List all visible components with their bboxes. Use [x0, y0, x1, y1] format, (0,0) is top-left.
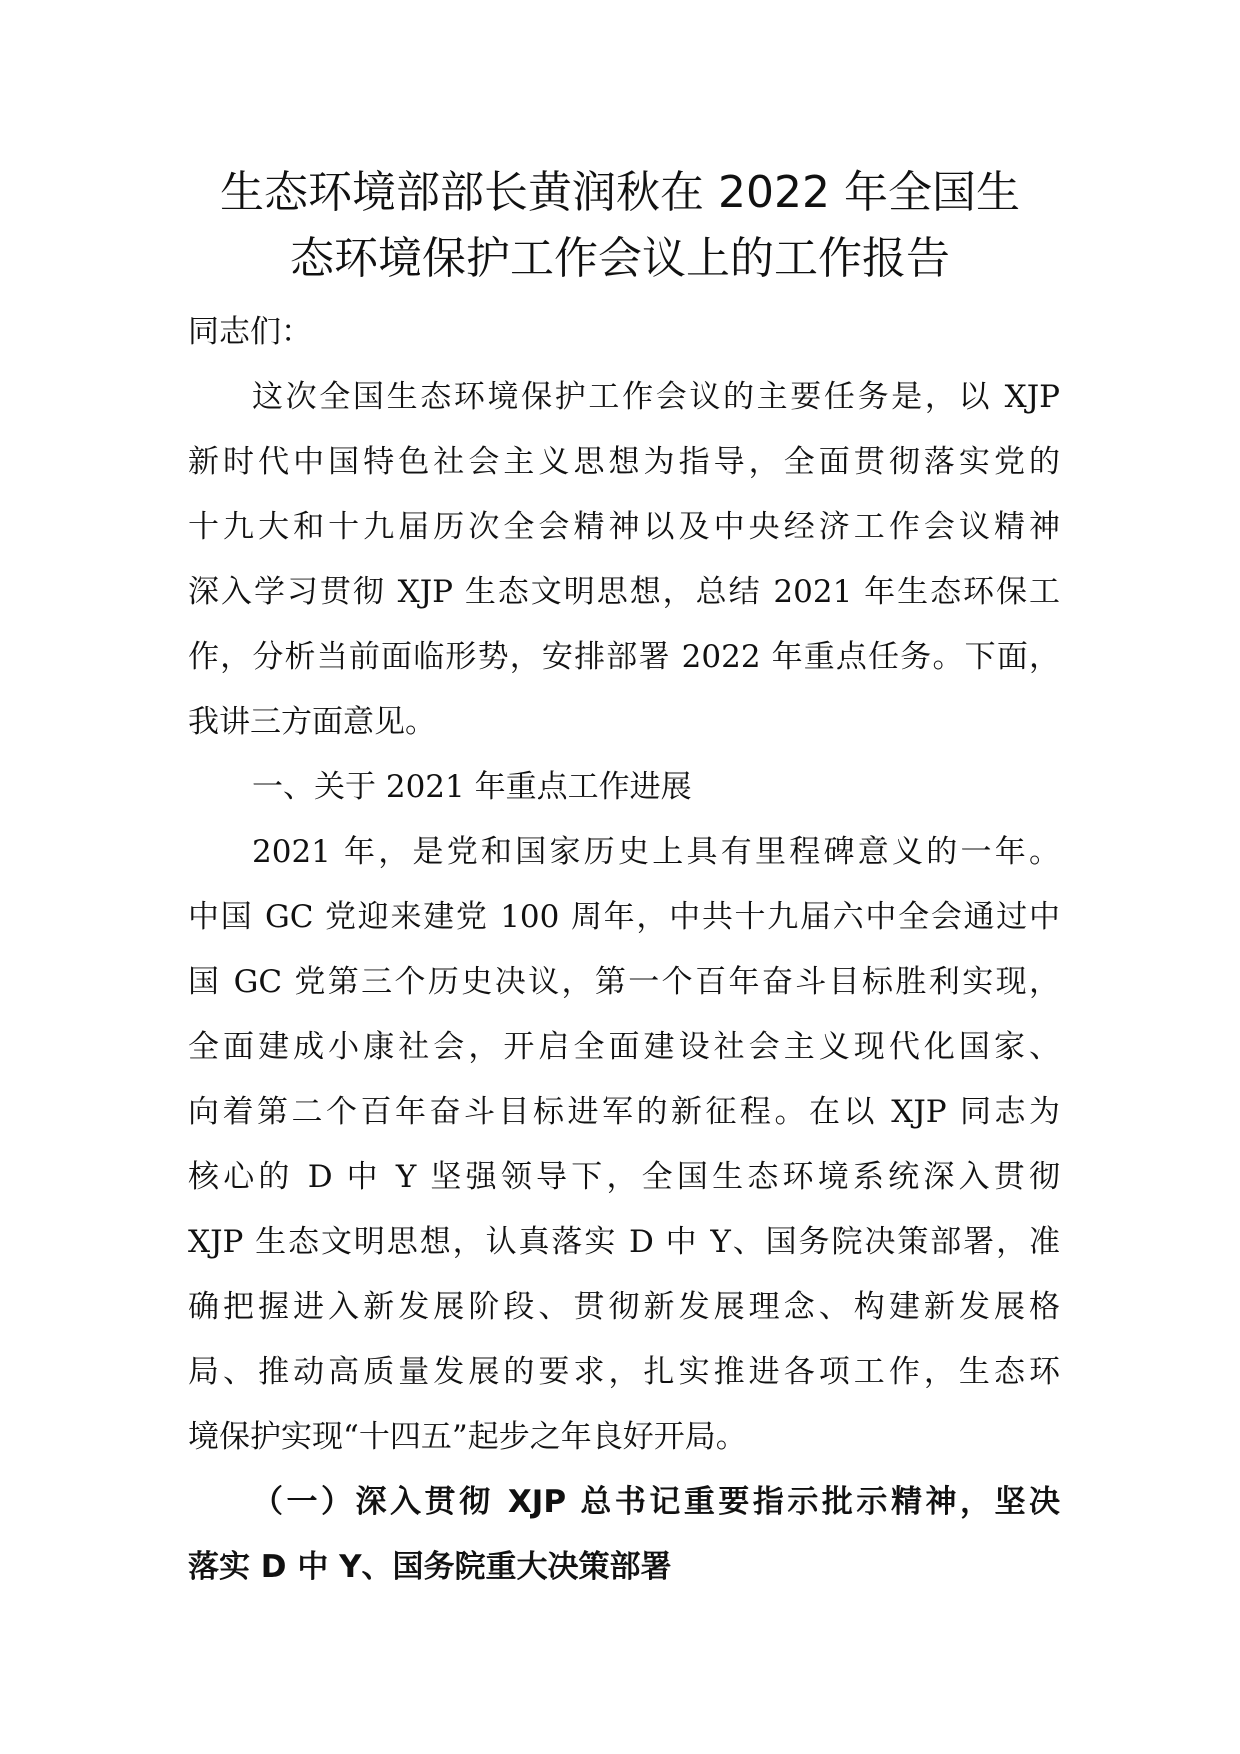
intro-line-3: 十九大和十九届历次全会精神以及中央经济工作会议精神 — [188, 509, 1060, 545]
intro-line-1: 这次全国生态环境保护工作会议的主要任务是，以 XJP — [252, 379, 1060, 415]
section-1-line-8: 确把握进入新发展阶段、贯彻新发展理念、构建新发展格 — [188, 1289, 1060, 1325]
intro-line-2: 新时代中国特色社会主义思想为指导，全面贯彻落实党的 — [188, 444, 1060, 480]
section-1-line-3: 国 GC 党第三个历史决议，第一个百年奋斗目标胜利实现， — [188, 964, 1060, 1000]
subheading-line-2: 落实 D 中 Y、国务院重大决策部署 — [188, 1549, 672, 1585]
title-line-1: 生态环境部部长黄润秋在 2022 年全国生 — [220, 167, 1020, 218]
document-title — [150, 160, 1090, 292]
intro-line-6: 我讲三方面意见。 — [188, 704, 436, 740]
intro-line-5: 作，分析当前面临形势，安排部署 2022 年重点任务。下面， — [188, 639, 1060, 675]
subheading-line-1: （一）深入贯彻 XJP 总书记重要指示批示精神，坚决 — [252, 1484, 1060, 1520]
section-1-line-4: 全面建成小康社会，开启全面建设社会主义现代化国家、 — [188, 1029, 1060, 1065]
section-1-line-9: 局、推动高质量发展的要求，扎实推进各项工作，生态环 — [188, 1354, 1060, 1390]
section-1-line-1: 2021 年，是党和国家历史上具有里程碑意义的一年。 — [252, 834, 1060, 870]
section-1-line-2: 中国 GC 党迎来建党 100 周年，中共十九届六中全会通过中 — [188, 899, 1060, 935]
section-1-line-6: 核心的 D 中 Y 坚强领导下，全国生态环境系统深入贯彻 — [188, 1159, 1060, 1195]
section-1-line-5: 向着第二个百年奋斗目标进军的新征程。在以 XJP 同志为 — [188, 1094, 1060, 1130]
section-1-line-7: XJP 生态文明思想，认真落实 D 中 Y、国务院决策部署，准 — [188, 1224, 1060, 1260]
document-body — [188, 300, 1060, 1600]
section-1-heading: 一、关于 2021 年重点工作进展 — [252, 769, 692, 805]
title-line-2: 态环境保护工作会议上的工作报告 — [290, 233, 950, 284]
section-1-line-10: 境保护实现“十四五”起步之年良好开局。 — [188, 1419, 747, 1455]
intro-line-4: 深入学习贯彻 XJP 生态文明思想，总结 2021 年生态环保工 — [188, 574, 1060, 610]
salutation: 同志们： — [188, 314, 312, 350]
